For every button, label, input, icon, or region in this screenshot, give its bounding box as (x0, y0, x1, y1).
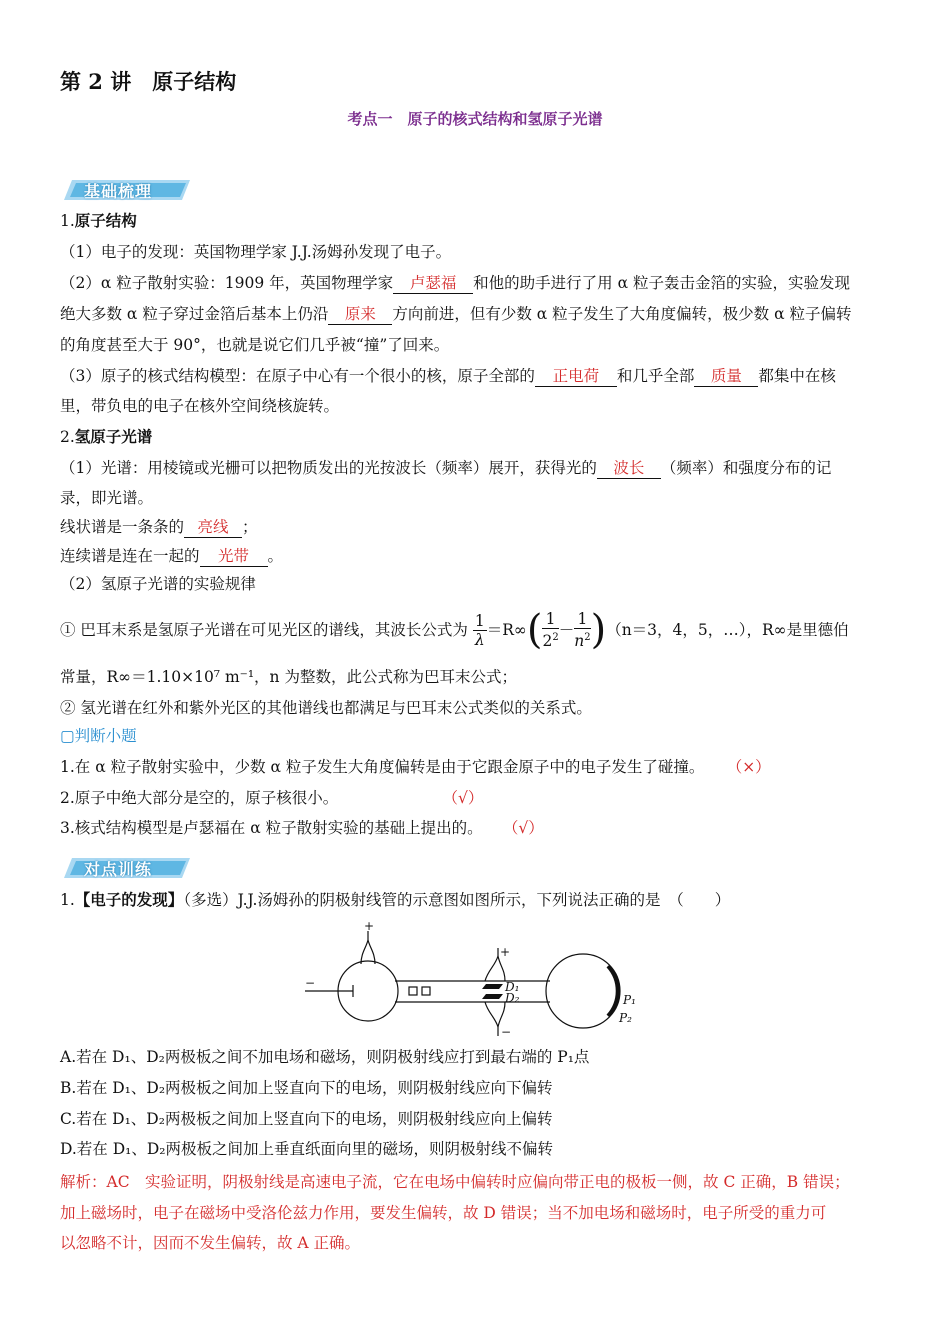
answer-blank: 亮线 (184, 517, 242, 538)
answer-blank: 卢瑟福 (393, 273, 473, 294)
option-d: D.若在 D₁、D₂两极板之间加上垂直纸面向里的磁场，则阴极射线不偏转 (60, 1140, 554, 1158)
label-d1: D₁ (505, 980, 520, 994)
option-a: A.若在 D₁、D₂两极板之间不加电场和磁场，则阴极射线应打到最右端的 P₁点 (60, 1048, 590, 1066)
paragraph-electron-discovery: （1）电子的发现：英国物理学家 J.J.汤姆孙发现了电子。 (60, 243, 452, 261)
paragraph-alpha-scattering-2: 绝大多数 α 粒子穿过金箔后基本上仍沿 原来 方向前进，但有少数 α 粒子发生了大角度偏转，极少数 α 粒子偏转 (60, 305, 852, 323)
label-p2: P₂ (619, 1011, 632, 1025)
paragraph-nuclear-model-1: （3）原子的核式结构模型：在原子中心有一个很小的核，原子全部的 正电荷 和几乎全部 质量 都集中在核 (60, 367, 836, 385)
judge-item-1: 1.在 α 粒子散射实验中，少数 α 粒子发生大角度偏转是由于它跟金原子中的电子发生了碰撞。 （×） (60, 758, 771, 776)
heading-atomic-structure: 1.原子结构 (60, 212, 137, 230)
judge-item-2: 2.原子中绝大部分是空的，原子核很小。 （√） (60, 789, 484, 807)
label-minus-left: − (305, 976, 316, 990)
question-1-stem: 1.【电子的发现】（多选）J.J.汤姆孙的阴极射线管的示意图如图所示，下列说法正确的是 （ ） (60, 891, 731, 909)
paragraph-hydrogen-rules: （2）氢原子光谱的实验规律 (60, 575, 256, 593)
paragraph-spectrum-1: （1）光谱：用棱镜或光栅可以把物质发出的光按波长（频率）展开，获得光的 波长 （频率）和强度分布的记 (60, 459, 832, 477)
cathode-ray-tube-diagram (305, 918, 645, 1038)
section-badge-basics (62, 176, 192, 204)
paragraph-line-spectrum: 线状谱是一条条的 亮线 ； (60, 518, 258, 536)
answer-blank: 光带 (200, 546, 268, 567)
paragraph-balmer-formula: ① 巴耳末系是氢原子光谱在可见光区的谱线，其波长公式为 $\frac{1}{\lambda}$ ＝R∞( $\frac{1}{2^2}$ － $\frac{1}{n^2}$ )（n＝3，4，5，…），R∞是里德伯 (60, 607, 849, 653)
formula-one-over-n-squared: $\frac{1}{n^2}$ (574, 609, 591, 651)
paragraph-spectrum-2: 录，即光谱。 (60, 489, 154, 507)
lecture-title: 第 2 讲 原子结构 (60, 69, 237, 94)
judge-section-title: ▢判断小题 (60, 727, 137, 745)
heading-hydrogen-spectrum: 2.氢原子光谱 (60, 428, 153, 446)
judge-item-3: 3.核式结构模型是卢瑟福在 α 粒子散射实验的基础上提出的。 （√） (60, 819, 544, 837)
option-c: C.若在 D₁、D₂两极板之间加上竖直向下的电场，则阴极射线应向上偏转 (60, 1110, 553, 1128)
paragraph-continuous-spectrum: 连续谱是连在一起的 光带 。 (60, 547, 284, 565)
analysis-line-3: 以忽略不计，因而不发生偏转，故 A 正确。 (60, 1234, 361, 1252)
answer-blank: 正电荷 (535, 366, 617, 387)
judge-answer: （√） (450, 789, 484, 807)
paragraph-nuclear-model-2: 里，带负电的电子在核外空间绕核旋转。 (60, 397, 340, 415)
badge-label: 对点训练 (84, 860, 153, 879)
paragraph-alpha-scattering-3: 的角度甚至大于 90°，也就是说它们几乎被“撞”了回来。 (60, 336, 450, 354)
formula-inverse-lambda: $\frac{1}{\lambda}$ (474, 611, 485, 649)
judge-answer: （×） (734, 758, 771, 776)
label-plus-top: + (364, 919, 375, 933)
paragraph-rydberg-constant: 常量，R∞＝1.10×10⁷ m⁻¹，n 为整数，此公式称为巴耳末公式； (60, 668, 517, 686)
judge-answer: （√） (510, 819, 544, 837)
analysis-line-2: 加上磁场时，电子在磁场中受洛伦兹力作用，要发生偏转，故 D 错误；当不加电场和磁场时，电子所受的重力可 (60, 1204, 827, 1222)
answer-blank: 质量 (694, 366, 758, 387)
paragraph-other-series: ② 氢光谱在红外和紫外光区的其他谱线也都满足与巴耳末公式类似的关系式。 (60, 699, 592, 717)
formula-one-over-two-squared: $\frac{1}{2^2}$ (542, 609, 559, 651)
paragraph-alpha-scattering-1: （2）α 粒子散射实验：1909 年，英国物理学家 卢瑟福 和他的助手进行了用 α 粒子轰击金箔的实验，实验发现 (60, 274, 850, 292)
label-plus-right: + (500, 945, 511, 959)
badge-label: 基础梳理 (84, 182, 153, 201)
label-p1: P₁ (623, 993, 636, 1007)
label-d2: D₂ (505, 991, 520, 1005)
analysis-line-1: 解析：AC 实验证明，阴极射线是高速电子流，它在电场中偏转时应偏向带正电的极板一侧，故 C 正确，B 错误； (60, 1173, 850, 1191)
answer-blank: 原来 (328, 304, 392, 325)
label-minus-bottom: − (501, 1025, 512, 1038)
answer-blank: 波长 (597, 458, 661, 479)
section-badge-practice (62, 854, 192, 882)
topic-subtitle: 考点一 原子的核式结构和氢原子光谱 (347, 110, 603, 128)
option-b: B.若在 D₁、D₂两极板之间加上竖直向下的电场，则阴极射线应向下偏转 (60, 1079, 553, 1097)
